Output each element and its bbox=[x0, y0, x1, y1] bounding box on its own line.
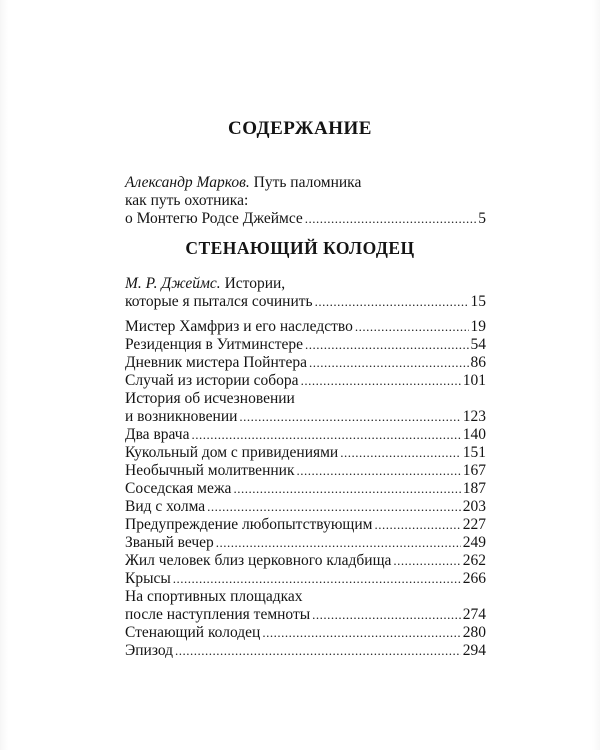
entry-title: которые я пытался сочинить bbox=[125, 293, 313, 310]
toc-entry-preface bbox=[125, 174, 486, 228]
section-heading: СТЕНАЮЩИЙ КОЛОДЕЦ bbox=[185, 238, 415, 258]
dot-leader bbox=[374, 516, 460, 534]
entry-title: после наступления темноты bbox=[125, 606, 311, 623]
entry-title: Мистер Хамфриз и его наследство bbox=[125, 318, 353, 335]
entry-title-part: Истории, bbox=[220, 275, 286, 292]
toc-entry bbox=[125, 354, 486, 372]
toc-entry bbox=[125, 498, 486, 516]
entry-author: Александр Марков. bbox=[125, 174, 250, 191]
dot-leader bbox=[239, 408, 460, 426]
dot-leader bbox=[207, 498, 461, 516]
toc-entry bbox=[125, 480, 486, 498]
entry-title: о Монтегю Родсе Джеймсе bbox=[125, 210, 303, 227]
entry-title: Жил человек близ церковного кладбища bbox=[125, 552, 392, 569]
page-number: 294 bbox=[462, 642, 486, 659]
entry-title: Предупреждение любопытствующим bbox=[125, 516, 373, 533]
toc-entry bbox=[125, 462, 486, 480]
page-number: 274 bbox=[462, 606, 486, 623]
toc-entry bbox=[125, 426, 486, 444]
toc-entry bbox=[125, 444, 486, 462]
toc-entry bbox=[125, 390, 486, 426]
toc-entry bbox=[125, 318, 486, 336]
page-number: 249 bbox=[462, 534, 486, 551]
toc-entry bbox=[125, 642, 486, 660]
entry-author: М. Р. Джеймс. bbox=[125, 275, 221, 292]
page-number: 86 bbox=[470, 354, 486, 371]
toc-entry bbox=[125, 552, 486, 570]
dot-leader bbox=[233, 480, 460, 498]
page-number: 123 bbox=[462, 408, 486, 425]
entry-title: Резиденция в Уитминстере bbox=[125, 336, 303, 353]
dot-leader bbox=[175, 642, 461, 660]
contents-heading: СОДЕРЖАНИЕ bbox=[228, 118, 372, 139]
entry-title: Дневник мистера Пойнтера bbox=[125, 354, 308, 371]
dot-leader bbox=[191, 426, 460, 444]
page-number: 140 bbox=[462, 426, 486, 443]
page-number: 54 bbox=[470, 336, 486, 353]
dot-leader bbox=[305, 210, 476, 228]
toc-entry bbox=[125, 372, 486, 390]
page-number: 5 bbox=[478, 210, 486, 227]
toc-entry bbox=[125, 570, 486, 588]
dot-leader bbox=[262, 624, 460, 642]
dot-leader bbox=[355, 318, 469, 336]
dot-leader bbox=[173, 570, 461, 588]
dot-leader bbox=[312, 606, 461, 624]
toc-entry bbox=[125, 516, 486, 534]
entry-title: Званый вечер bbox=[125, 534, 214, 551]
dot-leader bbox=[340, 444, 461, 462]
entry-title-part: Путь паломника bbox=[249, 174, 362, 191]
page-number: 266 bbox=[462, 570, 486, 587]
page-number: 203 bbox=[462, 498, 486, 515]
entry-title: Соседская межа bbox=[125, 480, 232, 497]
dot-leader bbox=[216, 534, 461, 552]
page-number: 101 bbox=[462, 372, 486, 389]
entry-title: Крысы bbox=[125, 570, 171, 587]
entry-title: Случай из истории собора bbox=[125, 372, 299, 389]
page-number: 227 bbox=[462, 516, 486, 533]
page-number: 19 bbox=[470, 318, 486, 335]
page-number: 262 bbox=[462, 552, 486, 569]
entry-title-part: История об исчезновении bbox=[125, 390, 295, 407]
page-number: 151 bbox=[462, 444, 486, 461]
entry-title: Два врача bbox=[125, 426, 190, 443]
toc-entry bbox=[125, 336, 486, 354]
entry-title: Эпизод bbox=[125, 642, 174, 659]
dot-leader bbox=[296, 462, 460, 480]
entry-title-part: как путь охотника: bbox=[125, 192, 249, 209]
entry-title: и возникновении bbox=[125, 408, 238, 425]
entry-title-part: На спортивных площадках bbox=[125, 588, 303, 605]
toc-entry bbox=[125, 624, 486, 642]
dot-leader bbox=[315, 293, 469, 311]
page-number: 187 bbox=[462, 480, 486, 497]
entry-title: Кукольный дом с привидениями bbox=[125, 444, 339, 461]
entry-title: Необычный молитвенник bbox=[125, 462, 295, 479]
page-number: 280 bbox=[462, 624, 486, 641]
toc-entry bbox=[125, 534, 486, 552]
entry-title: Стенающий колодец bbox=[125, 624, 261, 641]
dot-leader bbox=[309, 354, 468, 372]
page-number: 15 bbox=[470, 293, 486, 310]
toc-entry bbox=[125, 588, 486, 624]
page-number: 167 bbox=[462, 462, 486, 479]
toc-entry-intro bbox=[125, 275, 486, 311]
dot-leader bbox=[301, 372, 461, 390]
entry-title: Вид с холма bbox=[125, 498, 206, 515]
dot-leader bbox=[305, 336, 469, 354]
dot-leader bbox=[393, 552, 460, 570]
